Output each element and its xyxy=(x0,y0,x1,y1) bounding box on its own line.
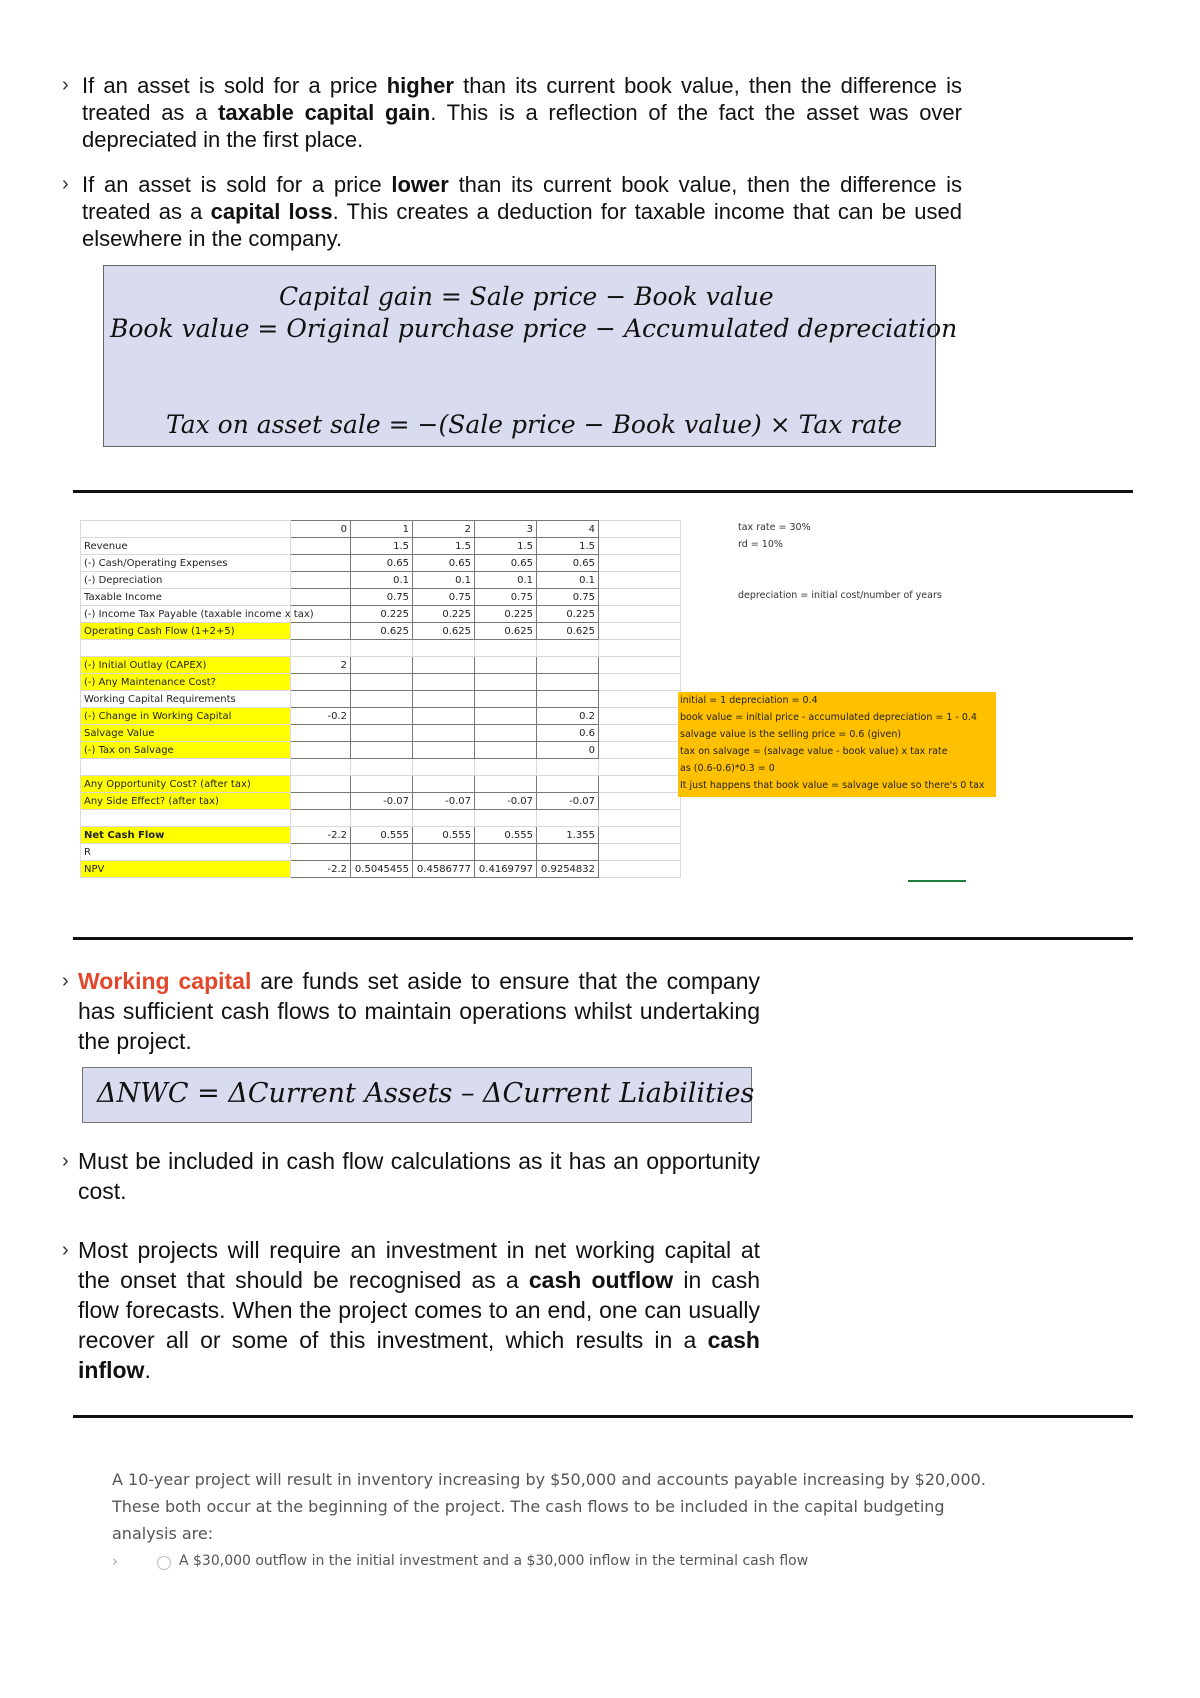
sheet-row xyxy=(81,776,681,793)
value-cell xyxy=(475,742,537,759)
text: . This creates a deduction for taxable income that can be used elsewhere in the company. xyxy=(82,199,962,251)
text-bold: cash inflow xyxy=(78,1327,760,1383)
value-cell xyxy=(413,725,475,742)
cash-flow-spreadsheet xyxy=(80,520,681,878)
value-cell: 0.625 xyxy=(537,623,599,640)
value-cell: 1.5 xyxy=(351,538,413,555)
sheet-row xyxy=(81,810,681,827)
capital-gain-formula-box xyxy=(103,265,958,447)
sheet-row xyxy=(81,742,681,759)
value-cell xyxy=(413,691,475,708)
value-cell xyxy=(351,708,413,725)
value-cell xyxy=(291,759,351,776)
sheet-row xyxy=(81,606,681,623)
value-cell xyxy=(291,623,351,640)
text: . xyxy=(144,1357,151,1383)
value-cell xyxy=(537,844,599,861)
text: Must be included in cash flow calculations as it has an opportunity cost. xyxy=(78,1148,760,1204)
sheet-row xyxy=(81,793,681,810)
row-label-cell: (-) Cash/Operating Expenses xyxy=(81,555,291,572)
value-cell: 0.65 xyxy=(475,555,537,572)
value-cell xyxy=(351,725,413,742)
value-cell: 0.225 xyxy=(475,606,537,623)
value-cell: 0.75 xyxy=(475,589,537,606)
orange-note-line: initial = 1 depreciation = 0.4 xyxy=(680,695,818,706)
capital-gain-formula: Capital gain = Sale price − Book value xyxy=(279,282,774,311)
quiz-option-label[interactable]: A $30,000 outflow in the initial investment and a $30,000 inflow in the terminal cash flow xyxy=(179,1553,809,1569)
sheet-row xyxy=(81,691,681,708)
selection-indicator xyxy=(908,880,966,882)
sheet-cell xyxy=(599,521,681,538)
row-label-cell: NPV xyxy=(81,861,291,878)
value-cell xyxy=(475,844,537,861)
sheet-cell xyxy=(599,674,681,691)
chevron-right-icon: › xyxy=(112,1552,118,1570)
value-cell xyxy=(537,776,599,793)
value-cell xyxy=(475,776,537,793)
text: . This is a reflection of the fact the asset was over depreciated in the first place. xyxy=(82,100,962,152)
row-label-cell: (-) Income Tax Payable (taxable income x tax) xyxy=(81,606,291,623)
tax-on-asset-sale-formula: Tax on asset sale = −(Sale price − Book value) × Tax rate xyxy=(166,410,903,439)
text: If an asset is sold for a price xyxy=(82,172,392,197)
nwc-formula: ΔNWC = ΔCurrent Assets – ΔCurrent Liabilities xyxy=(97,1078,755,1109)
value-cell: -0.07 xyxy=(413,793,475,810)
nwc-formula-box xyxy=(82,1067,755,1123)
value-cell xyxy=(537,759,599,776)
bullet-taxable-capital-gain xyxy=(62,72,962,153)
value-cell xyxy=(537,640,599,657)
row-label-cell: Working Capital Requirements xyxy=(81,691,291,708)
chevron-right-icon: › xyxy=(62,74,69,96)
value-cell xyxy=(291,674,351,691)
value-cell xyxy=(475,810,537,827)
value-cell xyxy=(537,810,599,827)
divider xyxy=(73,1415,1133,1418)
value-cell: 0.65 xyxy=(537,555,599,572)
sheet-cell xyxy=(599,759,681,776)
depreciation-note: depreciation = initial cost/number of years xyxy=(738,590,942,601)
value-cell xyxy=(475,691,537,708)
radio-button[interactable] xyxy=(157,1556,171,1570)
value-cell: 0.65 xyxy=(351,555,413,572)
row-label-cell: Revenue xyxy=(81,538,291,555)
book-value-formula: Book value = Original purchase price − Accumulated depreciation xyxy=(110,314,958,343)
sheet-cell xyxy=(599,640,681,657)
value-cell: 0.625 xyxy=(351,623,413,640)
row-label-cell: Taxable Income xyxy=(81,589,291,606)
value-cell xyxy=(351,657,413,674)
value-cell xyxy=(291,555,351,572)
value-cell xyxy=(291,538,351,555)
value-cell xyxy=(537,674,599,691)
sheet-row xyxy=(81,538,681,555)
value-cell: 1.5 xyxy=(537,538,599,555)
value-cell xyxy=(413,759,475,776)
value-cell: 0.555 xyxy=(351,827,413,844)
value-cell xyxy=(351,810,413,827)
sheet-row xyxy=(81,674,681,691)
bullet-working-capital xyxy=(62,966,760,1056)
value-cell: -0.07 xyxy=(537,793,599,810)
value-cell xyxy=(475,708,537,725)
value-cell: 1.5 xyxy=(475,538,537,555)
value-cell xyxy=(351,691,413,708)
value-cell xyxy=(413,742,475,759)
row-label-cell: Net Cash Flow xyxy=(81,827,291,844)
value-cell xyxy=(351,674,413,691)
bullet-cash-outflow-inflow xyxy=(62,1235,761,1385)
sheet-row xyxy=(81,589,681,606)
sheet-cell xyxy=(599,861,681,878)
sheet-row xyxy=(81,657,681,674)
value-cell xyxy=(291,691,351,708)
value-cell: 0 xyxy=(537,742,599,759)
row-label-cell xyxy=(81,759,291,776)
year-header-cell: 1 xyxy=(351,521,413,538)
value-cell xyxy=(291,844,351,861)
sheet-cell xyxy=(599,810,681,827)
bullet-capital-loss xyxy=(62,171,962,252)
value-cell: 0.555 xyxy=(413,827,475,844)
value-cell xyxy=(413,776,475,793)
value-cell xyxy=(475,725,537,742)
sheet-cell xyxy=(599,572,681,589)
text-bold: cash outflow xyxy=(528,1267,674,1293)
value-cell: 0.1 xyxy=(351,572,413,589)
text-bold: higher xyxy=(386,73,454,98)
value-cell xyxy=(413,640,475,657)
value-cell xyxy=(351,640,413,657)
value-cell xyxy=(351,844,413,861)
chevron-right-icon: › xyxy=(62,1150,69,1172)
value-cell xyxy=(291,572,351,589)
sheet-cell xyxy=(599,657,681,674)
value-cell: 0.4586777 xyxy=(413,861,475,878)
chevron-right-icon: › xyxy=(62,1239,69,1261)
value-cell xyxy=(351,776,413,793)
sheet-cell xyxy=(599,776,681,793)
row-label-cell: (-) Change in Working Capital xyxy=(81,708,291,725)
value-cell xyxy=(413,708,475,725)
value-cell: 0.65 xyxy=(413,555,475,572)
value-cell xyxy=(537,691,599,708)
sheet-cell xyxy=(599,623,681,640)
value-cell: 0.1 xyxy=(413,572,475,589)
row-label-cell: (-) Depreciation xyxy=(81,572,291,589)
sheet-row xyxy=(81,725,681,742)
value-cell xyxy=(475,640,537,657)
value-cell: 0.625 xyxy=(475,623,537,640)
text: If an asset is sold for a price xyxy=(82,73,387,98)
sheet-cell xyxy=(599,691,681,708)
value-cell: 0.555 xyxy=(475,827,537,844)
rd-note: rd = 10% xyxy=(738,539,783,550)
divider xyxy=(73,937,1133,940)
sheet-row xyxy=(81,844,681,861)
text: Most projects will require an investment in net working capital at the onset that should be recognised as a xyxy=(78,1237,760,1293)
value-cell: 0.1 xyxy=(475,572,537,589)
value-cell: -2.2 xyxy=(291,861,351,878)
sheet-cell xyxy=(599,742,681,759)
row-label-cell: Operating Cash Flow (1+2+5) xyxy=(81,623,291,640)
sheet-cell xyxy=(599,844,681,861)
text: in cash flow forecasts. When the project comes to an end, one can usually recover all or some of this investment, which results in a xyxy=(78,1267,761,1353)
value-cell: 0.9254832 xyxy=(537,861,599,878)
sheet-cell xyxy=(599,827,681,844)
value-cell xyxy=(413,657,475,674)
value-cell: 0.2 xyxy=(537,708,599,725)
value-cell: 0.75 xyxy=(351,589,413,606)
value-cell xyxy=(475,674,537,691)
value-cell: 0.225 xyxy=(413,606,475,623)
value-cell: -0.07 xyxy=(475,793,537,810)
row-label-cell: Any Opportunity Cost? (after tax) xyxy=(81,776,291,793)
value-cell xyxy=(413,810,475,827)
sheet-row xyxy=(81,555,681,572)
sheet-cell xyxy=(599,725,681,742)
sheet-cell xyxy=(599,793,681,810)
orange-note-line: salvage value is the selling price = 0.6 (given) xyxy=(680,729,902,740)
salvage-calculation-notes xyxy=(678,692,996,797)
row-label-cell: Any Side Effect? (after tax) xyxy=(81,793,291,810)
value-cell xyxy=(475,759,537,776)
value-cell xyxy=(413,674,475,691)
row-label-cell: (-) Initial Outlay (CAPEX) xyxy=(81,657,291,674)
sheet-row xyxy=(81,861,681,878)
value-cell: 0.625 xyxy=(413,623,475,640)
highlight-working-capital: Working capital xyxy=(78,968,252,994)
text-bold: taxable capital gain xyxy=(218,100,431,125)
value-cell: -0.2 xyxy=(291,708,351,725)
sheet-row xyxy=(81,623,681,640)
sheet-row xyxy=(81,759,681,776)
value-cell xyxy=(291,725,351,742)
text: than its current book value, then the difference is treated as a xyxy=(82,172,962,224)
sheet-row xyxy=(81,827,681,844)
value-cell: 0.5045455 xyxy=(351,861,413,878)
orange-note-line: as (0.6-0.6)*0.3 = 0 xyxy=(680,763,775,774)
value-cell: 0.4169797 xyxy=(475,861,537,878)
sheet-cell xyxy=(599,708,681,725)
value-cell xyxy=(351,742,413,759)
value-cell xyxy=(291,810,351,827)
sheet-cell xyxy=(599,538,681,555)
year-header-cell: 3 xyxy=(475,521,537,538)
sheet-cell xyxy=(81,521,291,538)
sheet-cell xyxy=(599,555,681,572)
value-cell: 2 xyxy=(291,657,351,674)
orange-note-line: book value = initial price - accumulated depreciation = 1 - 0.4 xyxy=(680,712,977,723)
orange-note-line: It just happens that book value = salvage value so there's 0 tax xyxy=(680,780,985,791)
value-cell xyxy=(291,793,351,810)
orange-note-line: tax on salvage = (salvage value - book value) x tax rate xyxy=(680,746,948,757)
value-cell: 0.75 xyxy=(537,589,599,606)
value-cell xyxy=(413,844,475,861)
value-cell: -2.2 xyxy=(291,827,351,844)
year-header-cell: 4 xyxy=(537,521,599,538)
text-bold: lower xyxy=(391,172,449,197)
sheet-header-row xyxy=(81,521,681,538)
row-label-cell: R xyxy=(81,844,291,861)
row-label-cell: Salvage Value xyxy=(81,725,291,742)
value-cell: 0.225 xyxy=(351,606,413,623)
tax-rate-note: tax rate = 30% xyxy=(738,522,811,533)
row-label-cell xyxy=(81,810,291,827)
text: are funds set aside to ensure that the company has sufficient cash flows to maintain operations whilst undertaking the project. xyxy=(78,968,760,1054)
year-header-cell: 0 xyxy=(291,521,351,538)
chevron-right-icon: › xyxy=(62,173,69,195)
value-cell: 1.355 xyxy=(537,827,599,844)
value-cell xyxy=(537,657,599,674)
divider xyxy=(73,490,1133,493)
value-cell: 0.75 xyxy=(413,589,475,606)
value-cell xyxy=(475,657,537,674)
value-cell xyxy=(291,776,351,793)
value-cell xyxy=(291,640,351,657)
value-cell xyxy=(291,589,351,606)
value-cell: 1.5 xyxy=(413,538,475,555)
value-cell: -0.07 xyxy=(351,793,413,810)
sheet-cell xyxy=(599,589,681,606)
quiz-option-row[interactable] xyxy=(112,1552,1012,1574)
year-header-cell: 2 xyxy=(413,521,475,538)
quiz-question: A 10-year project will result in inventory increasing by $50,000 and accounts payable increasing by $20,000. These both occur at the beginning of the project. The cash flows to be included in the capital budgeting analysis are: xyxy=(112,1470,986,1543)
value-cell: 0.6 xyxy=(537,725,599,742)
value-cell: 0.225 xyxy=(537,606,599,623)
text: than its current book value, then the difference is treated as a xyxy=(82,73,962,125)
sheet-row xyxy=(81,572,681,589)
value-cell: 0.1 xyxy=(537,572,599,589)
sheet-cell xyxy=(599,606,681,623)
row-label-cell: (-) Any Maintenance Cost? xyxy=(81,674,291,691)
sheet-row xyxy=(81,708,681,725)
value-cell xyxy=(351,759,413,776)
bullet-opportunity-cost xyxy=(62,1146,760,1206)
row-label-cell: (-) Tax on Salvage xyxy=(81,742,291,759)
sheet-row xyxy=(81,640,681,657)
value-cell xyxy=(291,742,351,759)
row-label-cell xyxy=(81,640,291,657)
chevron-right-icon: › xyxy=(62,970,69,992)
text-bold: capital loss xyxy=(210,199,333,224)
